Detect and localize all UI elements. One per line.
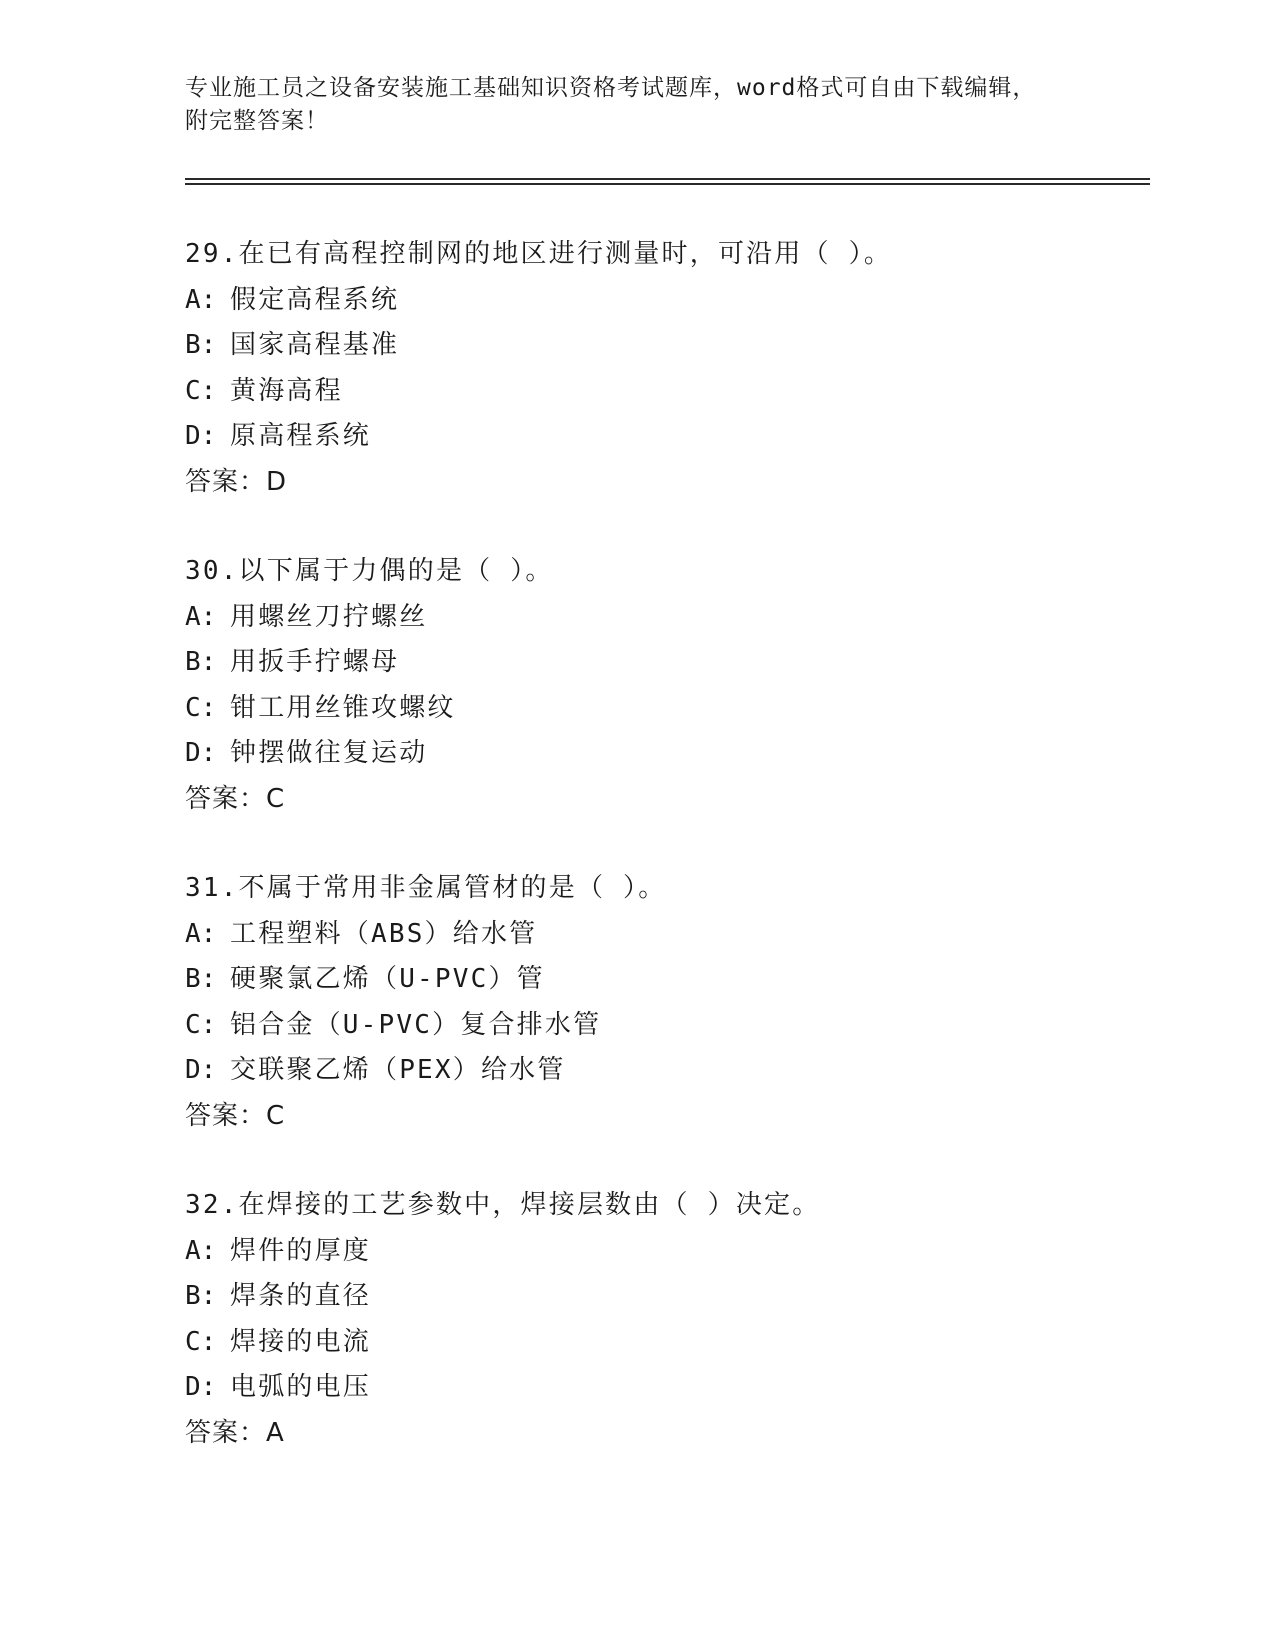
question-30 — [185, 549, 1145, 822]
header-line-2: 附完整答案！ — [185, 108, 329, 134]
option-label: C: — [185, 375, 217, 406]
option-text: 铝合金（U-PVC）复合排水管 — [230, 1009, 602, 1040]
question-answer: 答案：C — [185, 1100, 286, 1131]
document-header — [185, 72, 1085, 138]
option-text: 焊接的电流 — [230, 1326, 372, 1357]
option-d — [185, 1048, 1145, 1094]
question-29 — [185, 232, 1145, 505]
option-b — [185, 323, 1145, 369]
option-text: 钟摆做往复运动 — [230, 738, 428, 768]
option-label: C: — [185, 1326, 217, 1357]
option-text: 用螺丝刀拧螺丝 — [230, 601, 428, 632]
option-text: 交联聚乙烯（PEX）给水管 — [230, 1055, 566, 1085]
option-a — [185, 1229, 1145, 1275]
question-32 — [185, 1183, 1145, 1456]
option-text: 假定高程系统 — [230, 284, 400, 315]
option-text: 用扳手拧螺母 — [230, 647, 400, 677]
header-divider-bottom — [185, 183, 1150, 185]
option-text: 国家高程基准 — [230, 330, 400, 360]
question-title: 30.以下属于力偶的是（ ）。 — [185, 556, 554, 586]
option-label: B: — [185, 1281, 217, 1311]
option-label: D: — [185, 1055, 217, 1085]
question-list — [185, 232, 1145, 1500]
option-label: A: — [185, 1235, 217, 1266]
header-line-1: 专业施工员之设备安装施工基础知识资格考试题库，word格式可自由下载编辑， — [185, 75, 1037, 101]
option-text: 硬聚氯乙烯（U-PVC）管 — [230, 964, 545, 994]
option-label: D: — [185, 421, 217, 451]
option-c — [185, 369, 1145, 415]
question-answer: 答案：C — [185, 783, 286, 814]
question-title: 31.不属于常用非金属管材的是（ ）。 — [185, 873, 667, 903]
option-text: 工程塑料（ABS）给水管 — [230, 918, 538, 949]
option-c — [185, 1003, 1145, 1049]
header-divider-top — [185, 178, 1150, 180]
option-label: B: — [185, 964, 217, 994]
option-label: C: — [185, 692, 217, 723]
question-title: 29.在已有高程控制网的地区进行测量时，可沿用（ ）。 — [185, 239, 893, 269]
question-answer: 答案：A — [185, 1417, 285, 1448]
question-answer: 答案：D — [185, 466, 288, 497]
option-text: 钳工用丝锥攻螺纹 — [230, 692, 456, 723]
option-label: D: — [185, 1372, 217, 1402]
option-a — [185, 278, 1145, 324]
option-d — [185, 414, 1145, 460]
option-label: B: — [185, 647, 217, 677]
option-b — [185, 957, 1145, 1003]
option-text: 黄海高程 — [230, 375, 343, 406]
option-b — [185, 640, 1145, 686]
option-label: A: — [185, 918, 217, 949]
option-label: A: — [185, 284, 217, 315]
option-c — [185, 686, 1145, 732]
question-31 — [185, 866, 1145, 1139]
option-label: D: — [185, 738, 217, 768]
option-a — [185, 912, 1145, 958]
option-d — [185, 1365, 1145, 1411]
option-b — [185, 1274, 1145, 1320]
option-d — [185, 731, 1145, 777]
question-title: 32.在焊接的工艺参数中，焊接层数由（ ）决定。 — [185, 1190, 821, 1220]
option-a — [185, 595, 1145, 641]
option-c — [185, 1320, 1145, 1366]
option-text: 焊件的厚度 — [230, 1235, 372, 1266]
option-label: B: — [185, 330, 217, 360]
option-label: C: — [185, 1009, 217, 1040]
option-text: 焊条的直径 — [230, 1281, 372, 1311]
option-label: A: — [185, 601, 217, 632]
option-text: 电弧的电压 — [230, 1372, 372, 1402]
option-text: 原高程系统 — [230, 421, 372, 451]
